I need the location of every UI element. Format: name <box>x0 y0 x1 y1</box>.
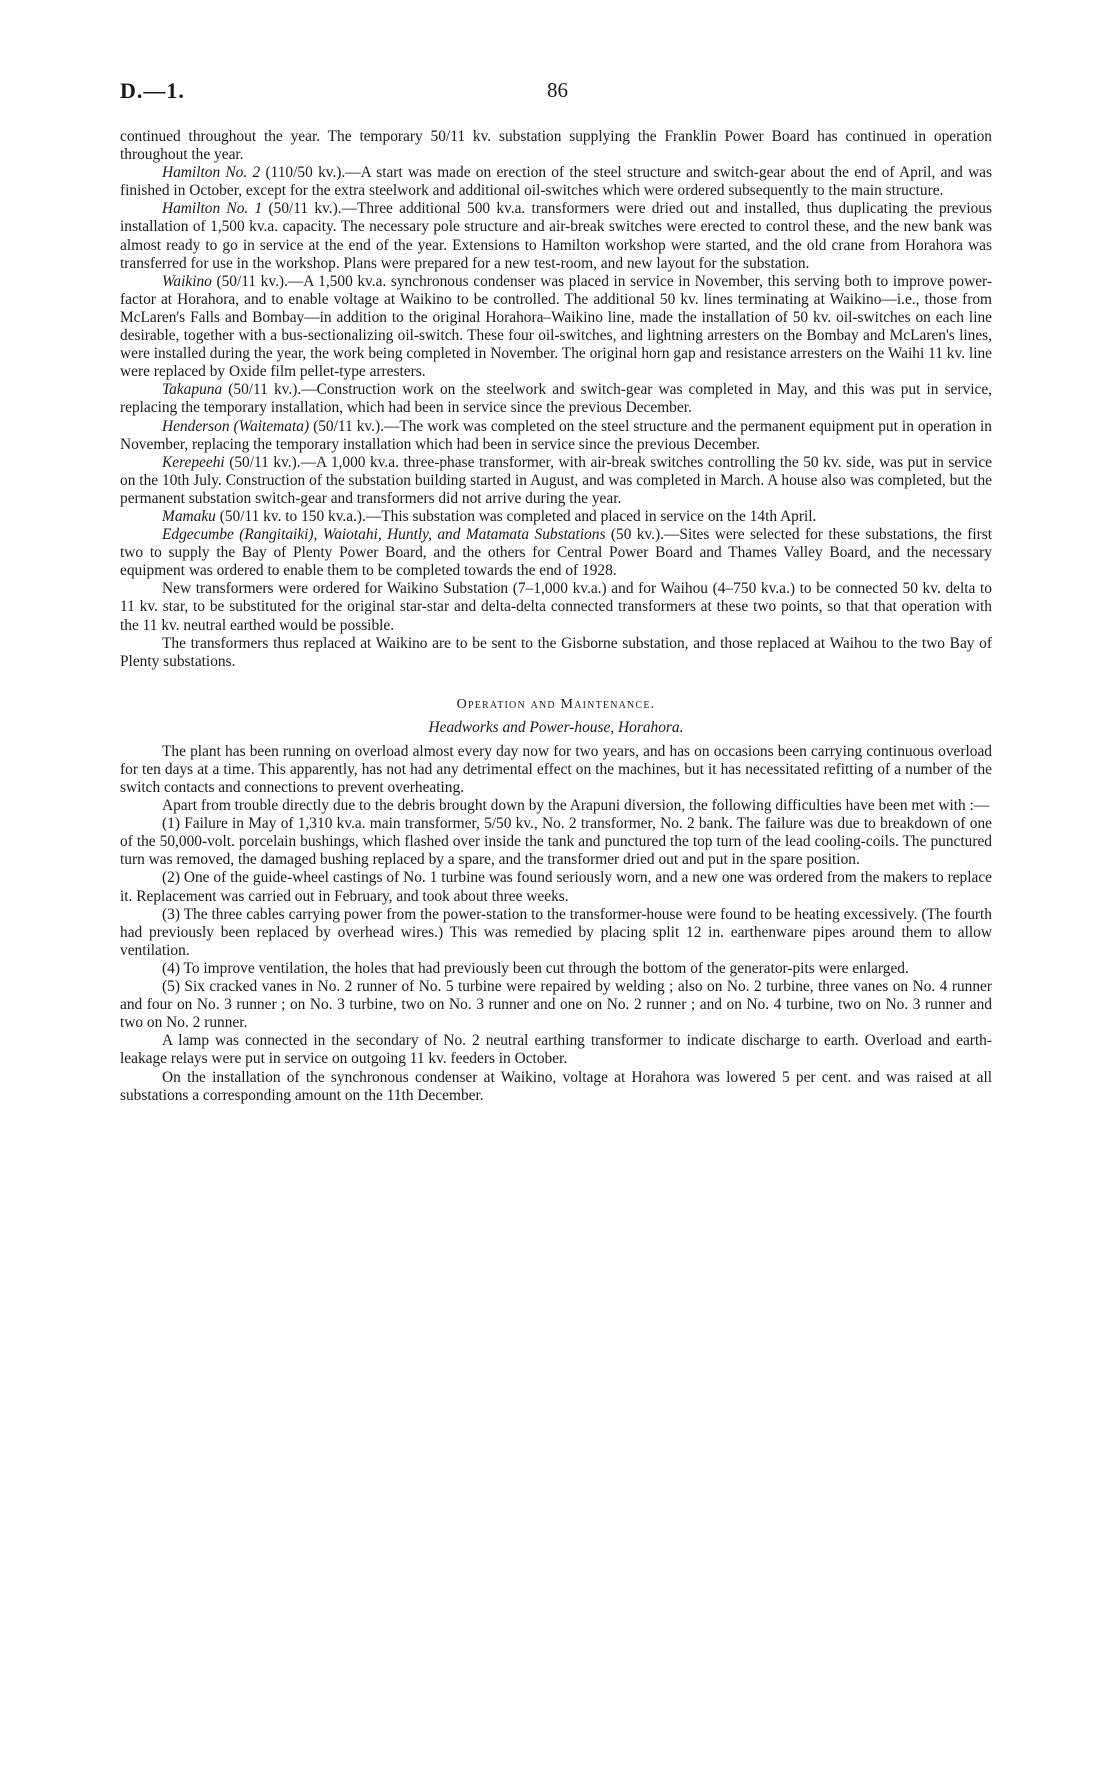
paragraph-title: Kerepeehi <box>162 453 225 471</box>
paragraph-text: (5) Six cracked vanes in No. 2 runner of No. 5 turbine were repaired by welding ; also on No. 2 turbine, three vanes on No. 4 runner and four on No. 3 runner ; on No. 3 turbine, two on No. 3 runner and one on No. 2 runner ; and on No. 4 turbine, two on No. 3 runner and two on No. 2 runner. <box>120 978 992 1032</box>
paragraph <box>120 526 992 580</box>
paragraph <box>120 797 992 815</box>
paragraph <box>120 1069 992 1105</box>
document-page <box>120 78 992 1105</box>
paragraph-text: The transformers thus replaced at Waikino are to be sent to the Gisborne substation, and those replaced at Waihou to the two Bay of Plenty substations. <box>120 634 992 670</box>
paragraph-title: Hamilton No. 1 <box>162 200 263 218</box>
body-text-top <box>120 128 992 671</box>
paragraph-text: continued throughout the year. The temporary 50/11 kv. substation supplying the Franklin Power Board has continued in operation throughout the year. <box>120 128 992 164</box>
section-heading: Operation and Maintenance. <box>456 696 656 712</box>
paragraph-title: Hamilton No. 2 <box>162 164 261 182</box>
paragraph <box>120 508 992 526</box>
paragraph-title: Edgecumbe (Rangitaiki), Waiotahi, Huntly, and Matamata Substations <box>162 526 606 544</box>
paragraph-text: (50/11 kv.).—Construction work on the steelwork and switch-gear was completed in May, and this was put in service, replacing the temporary installation, which had been in service since the previous December. <box>120 381 992 417</box>
paragraph-text: (2) One of the guide-wheel castings of No. 1 turbine was found seriously worn, and a new one was ordered from the makers to replace it. Replacement was carried out in February, and took about three weeks. <box>120 869 992 905</box>
paragraph <box>120 381 992 417</box>
paragraph <box>120 815 992 869</box>
paragraph-text: (50 kv.).—Sites were selected for these substations, the first two to supply the Bay of Plenty Power Board, and the others for Central Power Board and Thames Valley Board, and the necessary equipment was ordered to enable them to be completed towards the end of 1928. <box>120 526 992 580</box>
paragraph <box>120 869 992 905</box>
paragraph-text: (50/11 kv.).—Three additional 500 kv.a. transformers were dried out and installed, thus duplicating the previous installation of 1,500 kv.a. capacity. The necessary pole structure and air-break switches were erected to control these, and the new bank was almost ready to go in service at the end of the year. Extensions to Hamilton workshop were started, and the old crane from Horahora was transferred for use in the workshop. Plans were prepared for a new test-room, and new layout for the substation. <box>120 200 992 272</box>
paragraph <box>120 978 992 1032</box>
paragraph <box>120 1032 992 1068</box>
paragraph-title: Waikino <box>162 272 212 290</box>
paragraph <box>120 128 992 164</box>
page-number: 86 <box>547 78 568 102</box>
paragraph-text: A lamp was connected in the secondary of No. 2 neutral earthing transformer to indicate discharge to earth. Overload and earth-leakage relays were put in service on outgoing 11 kv. feeders in October. <box>120 1032 992 1068</box>
paragraph <box>120 960 992 978</box>
paragraph <box>120 580 992 634</box>
paragraph <box>120 454 992 508</box>
paragraph-text: (50/11 kv. to 150 kv.a.).—This substation was completed and placed in service on the 14th April. <box>215 507 817 525</box>
paragraph <box>120 743 992 797</box>
paragraph <box>120 200 992 272</box>
paragraph-text: (50/11 kv.).—A 1,000 kv.a. three-phase transformer, with air-break switches controlling the 50 kv. side, was put in service on the 10th July. Construction of the substation building started in August, and was completed in March. A house also was completed, but the permanent substation switch-gear and transformers did not arrive during the year. <box>120 453 992 507</box>
paragraph-text: (1) Failure in May of 1,310 kv.a. main transformer, 5/50 kv., No. 2 transformer, No. 2 bank. The failure was due to breakdown of one of the 50,000-volt. porcelain bushings, which flashed over inside the tank and punctured the top turn of the lead cooling-coils. The punctured turn was removed, the damaged bushing replaced by a spare, and the transformer dried out and put in the spare position. <box>120 815 992 869</box>
paragraph <box>120 906 992 960</box>
paragraph-text: (50/11 kv.).—A 1,500 kv.a. synchronous condenser was placed in service in November, this serving both to improve power-factor at Horahora, and to enable voltage at Waikino to be controlled. The additional 50 kv. lines terminating at Waikino—i.e., those from McLaren's Falls and Bombay—in addition to the original Horahora–Waikino line, made the installation of 50 kv. oil-switches on each line desirable, together with a bus-sectionalizing oil-switch. These four oil-switches, and lightning arresters on the Bombay and McLaren's lines, were installed during the year, the work being completed in November. The original horn gap and resistance arresters on the Waihi 11 kv. line were replaced by Oxide film pellet-type arresters. <box>120 272 992 381</box>
paragraph-title: Mamaku <box>162 507 216 525</box>
document-reference: D.—1. <box>120 78 185 103</box>
page-header <box>120 78 992 112</box>
paragraph <box>120 635 992 671</box>
paragraph-title: Takapuna <box>162 381 223 399</box>
paragraph-text: (50/11 kv.).—The work was completed on the steel structure and the permanent equipment put in operation in November, replacing the temporary installation which had been in service since the previous December. <box>120 417 992 453</box>
section-subheading: Headworks and Power-house, Horahora. <box>428 718 684 736</box>
paragraph-text: Apart from trouble directly due to the debris brought down by the Arapuni diversion, the following difficulties have been met with :— <box>162 797 990 815</box>
paragraph-text: On the installation of the synchronous condenser at Waikino, voltage at Horahora was lowered 5 per cent. and was raised at all substations a corresponding amount on the 11th December. <box>120 1068 992 1104</box>
paragraph-text: (3) The three cables carrying power from the power-station to the transformer-house were found to be heating excessively. (The fourth had previously been replaced by overhead wires.) This was remedied by placing split 12 in. earthenware pipes around them to allow ventilation. <box>120 905 992 959</box>
body-text-bottom <box>120 743 992 1105</box>
paragraph-text: (4) To improve ventilation, the holes that had previously been cut through the bottom of the generator-pits were enlarged. <box>162 959 909 977</box>
paragraph-text: The plant has been running on overload almost every day now for two years, and has on occasions been carrying continuous overload for ten days at a time. This apparently, has not had any detrimental effect on the machines, but it has necessitated refitting of a number of the switch contacts and connections to prevent overheating. <box>120 742 992 796</box>
paragraph <box>120 418 992 454</box>
paragraph-title: Henderson (Waitemata) <box>162 417 310 435</box>
paragraph-text: New transformers were ordered for Waikino Substation (7–1,000 kv.a.) and for Waihou (4–750 kv.a.) to be connected 50 kv. delta to 11 kv. star, to be substituted for the original star-star and delta-delta connected transformers at these two points, so that that operation with the 11 kv. neutral earthed would be possible. <box>120 580 992 634</box>
paragraph <box>120 164 992 200</box>
paragraph-text: (110/50 kv.).—A start was made on erection of the steel structure and switch-gear about the end of April, and was finished in October, except for the extra steelwork and additional oil-switches which were ordered subsequently to the main structure. <box>120 164 992 200</box>
paragraph <box>120 273 992 382</box>
